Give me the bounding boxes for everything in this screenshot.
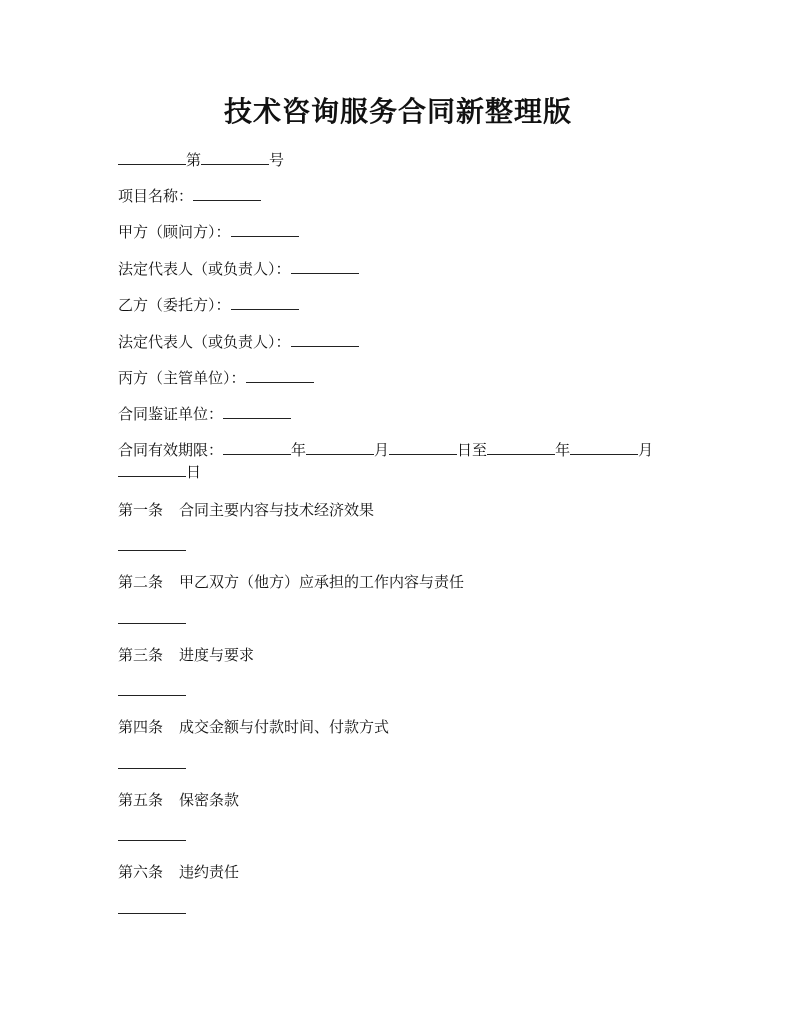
blank-field[interactable] (118, 913, 186, 914)
article-number: 第五条 (118, 791, 164, 809)
article-number: 第三条 (118, 646, 164, 664)
year-label: 年 (291, 441, 307, 459)
blank-field[interactable] (118, 462, 186, 477)
field-party-a-representative (118, 258, 359, 280)
blank-field[interactable] (118, 695, 186, 696)
field-label: 甲方（顾问方）： (118, 223, 231, 241)
blank-field[interactable] (201, 150, 269, 165)
field-label: 丙方（主管单位）： (118, 369, 246, 387)
day-label: 日 (186, 463, 202, 481)
document-title: 技术咨询服务合同新整理版 (223, 95, 572, 128)
article-title: 进度与要求 (179, 646, 255, 664)
field-authentication-unit (118, 403, 291, 425)
day-to-label: 日至 (457, 441, 488, 459)
blank-field[interactable] (570, 440, 638, 455)
article-number: 第四条 (118, 718, 164, 736)
contract-number-line (118, 149, 284, 171)
field-party-a (118, 221, 299, 243)
article-title: 合同主要内容与技术经济效果 (179, 501, 375, 519)
month-label: 月 (374, 441, 390, 459)
blank-field[interactable] (223, 404, 291, 419)
article-title: 违约责任 (179, 863, 240, 881)
blank-field[interactable] (223, 440, 291, 455)
blank-field[interactable] (291, 259, 359, 274)
article-title: 成交金额与付款时间、付款方式 (179, 718, 390, 736)
article-heading (118, 499, 374, 521)
blank-field[interactable] (231, 295, 299, 310)
blank-field[interactable] (193, 186, 261, 201)
field-label: 项目名称： (118, 187, 194, 205)
blank-field[interactable] (389, 440, 457, 455)
blank-field[interactable] (291, 332, 359, 347)
blank-field[interactable] (118, 840, 186, 841)
blank-field[interactable] (118, 150, 186, 165)
blank-field[interactable] (246, 368, 314, 383)
blank-field[interactable] (231, 222, 299, 237)
blank-field[interactable] (118, 768, 186, 769)
field-validity-period (118, 439, 678, 483)
blank-field[interactable] (487, 440, 555, 455)
number-prefix-label: 第 (186, 151, 202, 169)
article-heading (118, 716, 389, 738)
article-number: 第二条 (118, 573, 164, 591)
field-label: 法定代表人（或负责人）： (118, 333, 291, 351)
article-heading (118, 644, 254, 666)
field-label: 法定代表人（或负责人）： (118, 260, 291, 278)
blank-field[interactable] (118, 623, 186, 624)
article-title: 甲乙双方（他方）应承担的工作内容与责任 (179, 573, 465, 591)
article-title: 保密条款 (179, 791, 240, 809)
field-label: 乙方（委托方）： (118, 296, 231, 314)
field-party-b-representative (118, 331, 359, 353)
field-label: 合同鉴证单位： (118, 405, 224, 423)
field-party-b (118, 294, 299, 316)
field-label: 合同有效期限： (118, 441, 224, 459)
year-label: 年 (555, 441, 571, 459)
blank-field[interactable] (306, 440, 374, 455)
article-heading (118, 861, 239, 883)
number-suffix-label: 号 (269, 151, 285, 169)
article-number: 第一条 (118, 501, 164, 519)
month-label: 月 (638, 441, 654, 459)
article-heading (118, 789, 239, 811)
field-party-c (118, 367, 314, 389)
article-number: 第六条 (118, 863, 164, 881)
blank-field[interactable] (118, 550, 186, 551)
field-project-name (118, 185, 261, 207)
article-heading (118, 571, 464, 593)
